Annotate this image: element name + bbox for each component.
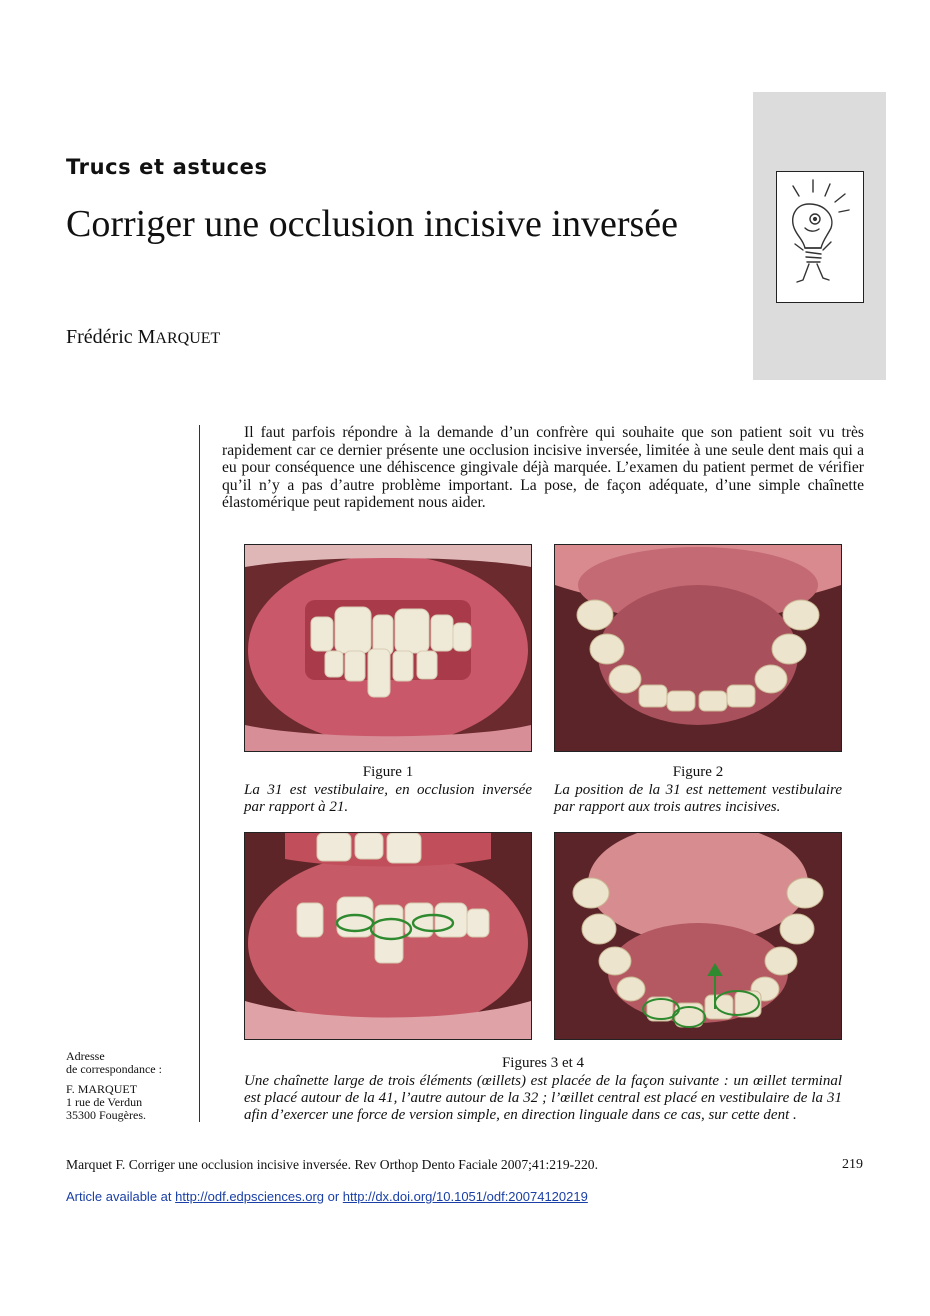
- figure-2-photo: [554, 544, 842, 752]
- address-name: F. MARQUET: [66, 1082, 138, 1096]
- avail-or: or: [324, 1189, 343, 1204]
- column-divider: [199, 425, 200, 1122]
- figure-1-title: Figure 1: [362, 764, 414, 780]
- address-label-line2: de correspondance :: [66, 1062, 162, 1076]
- figure-1-photo: [244, 544, 532, 752]
- figure-3-photo: [244, 832, 532, 1040]
- figure-2-title: Figure 2: [672, 764, 724, 780]
- figures-3-4-caption: Une chaînette large de trois éléments (œillets) est placée de la façon suivante : un œillet terminal est placé autour de la 41, l’autre autour de la 32 ; l’œillet central est placé en vestibulaire de la 31 afin d’exercer une force de version simple, en direction linguale dans ce cas, sur cette dent .: [244, 1073, 842, 1123]
- availability-line: [66, 1189, 588, 1204]
- address-label-line1: Adresse: [66, 1049, 105, 1063]
- figure-2-caption: La position de la 31 est nettement vestibulaire par rapport aux trois autres incisives.: [554, 782, 842, 815]
- lightbulb-logo: [776, 171, 864, 303]
- address-city: 35300 Fougères.: [66, 1108, 146, 1122]
- author-first: Frédéric M: [66, 326, 156, 348]
- article-title: Corriger une occlusion incisive inversée: [66, 203, 679, 245]
- lightbulb-icon: [777, 172, 863, 302]
- avail-prefix: Article available at: [66, 1189, 176, 1204]
- abstract-paragraph: Il faut parfois répondre à la demande d’un confrère qui souhaite que son patient soit vu très rapidement car ce dernier présente une occlusion incisive inversée, limitée à une seule dent mais qui a eu pour conséquence une déhiscence gingivale déjà marquée. L’examen du patient permet de vérifier qu’il n’y a pas d’autre problème important. La pose, de façon adéquate, d’une simple chaînette élastomérique peut rapidement nous aider.: [222, 424, 864, 512]
- page-number: 219: [842, 1157, 863, 1172]
- author-name: [66, 326, 220, 349]
- address-label: [66, 1050, 162, 1076]
- author-last: ARQUET: [155, 330, 221, 347]
- figure-4-photo: [554, 832, 842, 1040]
- figure-1-caption: La 31 est vestibulaire, en occlusion inversée par rapport à 21.: [244, 782, 532, 815]
- link-odf[interactable]: http://odf.edpsciences.org: [175, 1189, 324, 1204]
- address-street: 1 rue de Verdun: [66, 1095, 143, 1109]
- section-heading: Trucs et astuces: [66, 155, 268, 179]
- link-doi[interactable]: http://dx.doi.org/10.1051/odf:20074120219: [342, 1189, 588, 1204]
- address-block: [66, 1083, 146, 1122]
- citation-footer: Marquet F. Corriger une occlusion incisive inversée. Rev Orthop Dento Faciale 2007;41:219-220.: [66, 1157, 598, 1172]
- figures-3-4-title: Figures 3 et 4: [501, 1055, 585, 1071]
